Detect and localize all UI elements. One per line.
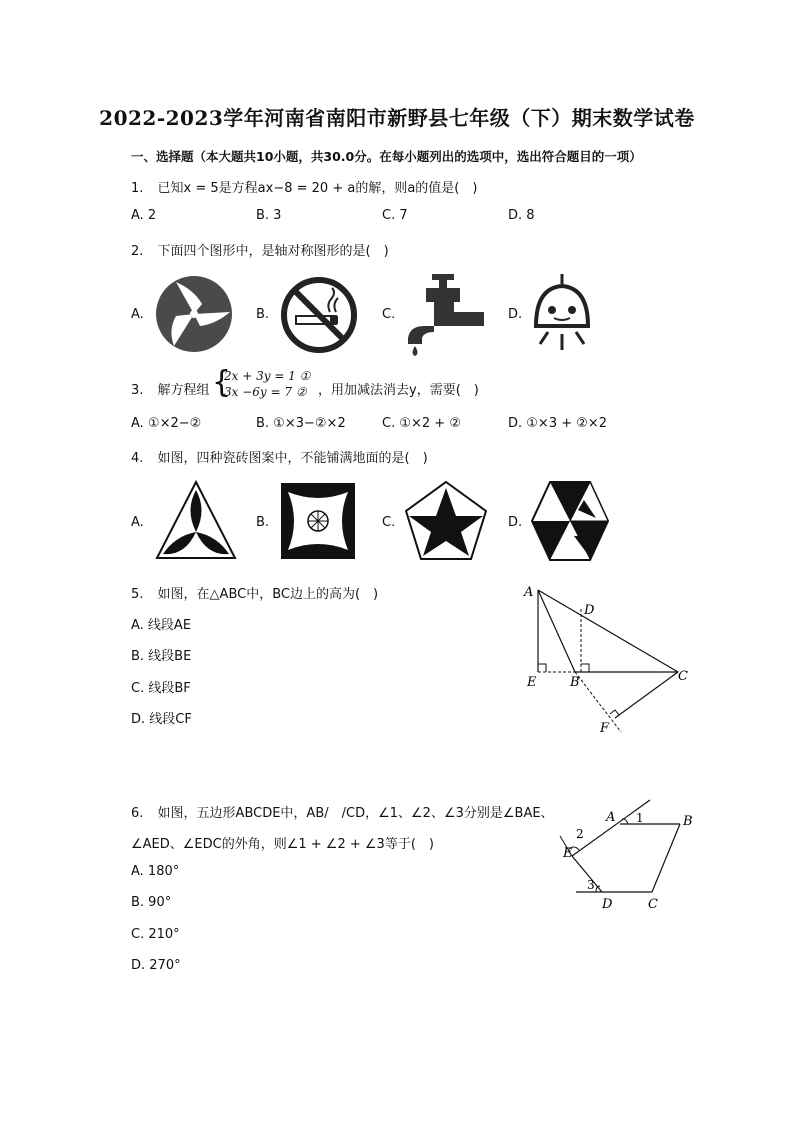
label-angle-3: 3 [587, 878, 595, 892]
question-number: 3. [131, 383, 144, 398]
label-angle-1: 1 [636, 811, 644, 825]
option-b: B. 线段BE [131, 649, 192, 664]
question-number: 1. [131, 181, 144, 196]
label-e: E [563, 846, 573, 861]
option-d: D. [508, 515, 523, 530]
bell-lamp-icon [530, 274, 594, 356]
question-5 [131, 583, 378, 602]
option-d: D. ①×3 + ②×2 [508, 416, 608, 431]
section-heading: 一、选择题（本大题共10小题，共30.0分。在每小题列出的选项中，选出符合题目的一项） [131, 149, 642, 164]
label-c: C [678, 669, 688, 684]
question-6 [131, 802, 554, 821]
question-3 [131, 379, 210, 398]
triangle-tile-icon [155, 480, 237, 562]
option-a: A. 2 [131, 208, 157, 223]
no-smoking-icon [280, 276, 358, 354]
option-a: A. [131, 515, 144, 530]
option-b: B. 90° [131, 895, 172, 910]
option-a: A. [131, 307, 144, 322]
option-b: B. [256, 515, 270, 530]
page-title: 2022-2023学年河南省南阳市新野县七年级（下）期末数学试卷 [99, 106, 695, 130]
question-number: 4. [131, 451, 144, 466]
system-equation-1: 2x + 3y = 1 ① [224, 369, 311, 383]
label-e: E [527, 675, 537, 690]
question-text: 已知x = 5是方程ax−8 = 20 + a的解，则a的值是( ) [157, 181, 478, 196]
square-tile-icon [280, 482, 356, 560]
option-a: A. 线段AE [131, 618, 192, 633]
option-d: D. 线段CF [131, 712, 192, 727]
label-d: D [602, 897, 613, 912]
question-text: 解方程组 [157, 383, 210, 398]
triskelion-icon [154, 274, 234, 354]
system-brace: { [212, 365, 232, 400]
option-d: D. 270° [131, 958, 181, 973]
option-a: A. 180° [131, 864, 180, 879]
question-number: 2. [131, 244, 144, 259]
option-c: C. 210° [131, 927, 180, 942]
option-b: B. [256, 307, 270, 322]
option-c: C. [382, 515, 396, 530]
question-number: 5. [131, 587, 144, 602]
faucet-icon [404, 272, 486, 356]
triangle-figure [518, 580, 698, 740]
option-c: C. ①×2 + ② [382, 416, 461, 431]
label-a: A [524, 585, 534, 600]
question-text-line2: ∠AED、∠EDC的外角，则∠1 + ∠2 + ∠3等于( ) [131, 837, 434, 852]
question-text: 如图，五边形ABCDE中，AB/ /CD，∠1、∠2、∠3分别是∠BAE、 [157, 806, 554, 821]
label-angle-2: 2 [576, 827, 584, 841]
label-b: B [683, 814, 693, 829]
option-d: D. 8 [508, 208, 535, 223]
pentagon-figure [556, 798, 706, 914]
question-text: 如图，在△ABC中，BC边上的高为( ) [157, 587, 379, 602]
label-d: D [584, 603, 595, 618]
option-b: B. ①×3−②×2 [256, 416, 346, 431]
option-c: C. 线段BF [131, 681, 191, 696]
label-b: B [570, 675, 580, 690]
option-b: B. 3 [256, 208, 282, 223]
option-a: A. ①×2−② [131, 416, 202, 431]
label-f: F [600, 721, 610, 736]
label-c: C [648, 897, 658, 912]
question-2 [131, 240, 389, 259]
system-equation-2: 3x −6y = 7 ② [224, 385, 307, 399]
question-4 [131, 447, 428, 466]
label-a: A [606, 810, 616, 825]
option-d: D. [508, 307, 523, 322]
option-c: C. [382, 307, 396, 322]
pentagon-star-tile-icon [404, 480, 488, 562]
hexagon-tile-icon [530, 480, 610, 562]
question-text-continued: ，用加减法消去y，需要( ) [318, 383, 479, 398]
question-1 [131, 177, 477, 196]
question-number: 6. [131, 806, 144, 821]
option-c: C. 7 [382, 208, 408, 223]
question-text: 下面四个图形中，是轴对称图形的是( ) [157, 244, 389, 259]
question-text: 如图，四种瓷砖图案中，不能铺满地面的是( ) [157, 451, 428, 466]
